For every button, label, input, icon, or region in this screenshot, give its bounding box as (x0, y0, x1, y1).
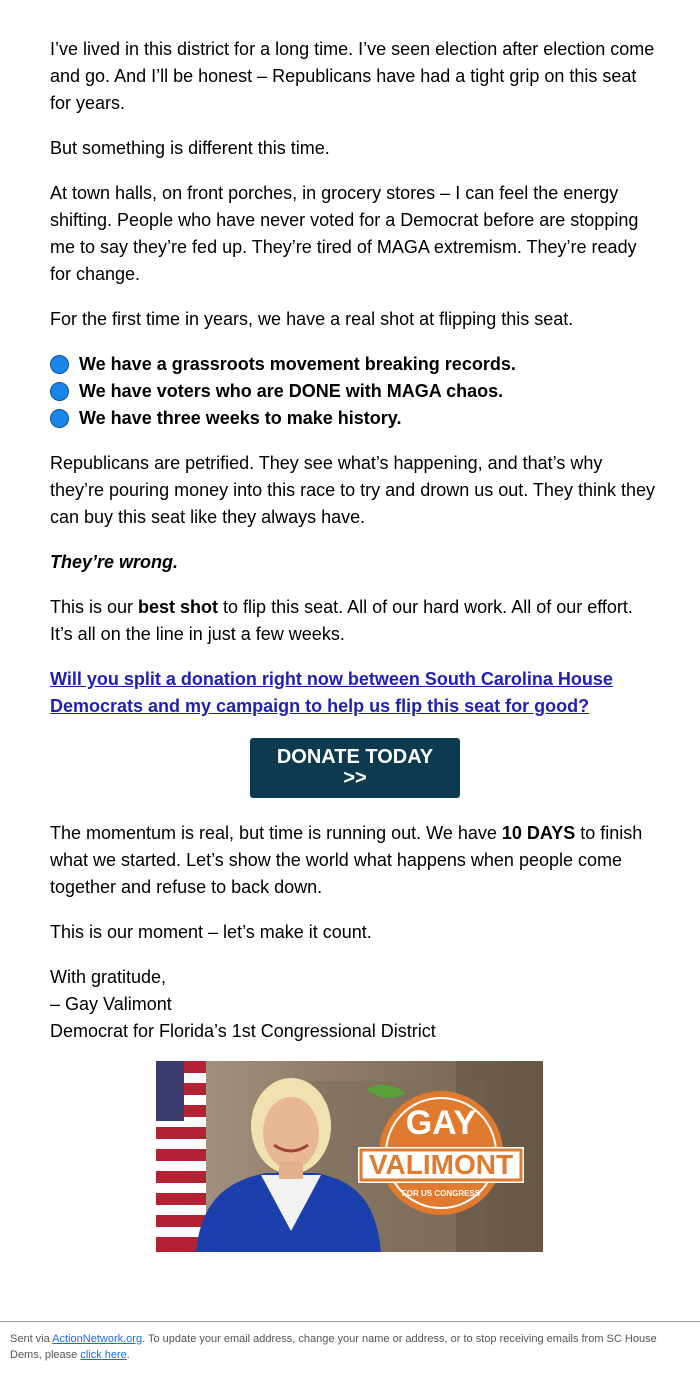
paragraph: This is our moment – let’s make it count. (50, 922, 372, 942)
emphasis-paragraph: They’re wrong. (50, 552, 179, 572)
bullet-item (50, 378, 660, 405)
paragraph: For the first time in years, we have a real shot at flipping this seat. (50, 309, 574, 329)
donate-button-label: DONATE TODAY (276, 746, 434, 768)
bullet-list (50, 351, 660, 432)
paragraph: I’ve lived in this district for a long time. I’ve seen election after election come and go. And I’ll be honest – Republicans have had a tight grip on this seat for years. (50, 39, 655, 113)
logo-tagline: FOR US CONGRESS (401, 1189, 481, 1198)
signoff (50, 964, 660, 1045)
paragraph: The momentum is real, but time is running out. We have 10 DAYS to finish what we started. Let’s show the world what happens when people come together and refuse to back down. (50, 823, 643, 897)
blue-circle-icon (50, 355, 69, 374)
paragraph: This is our best shot to flip this seat. All of our hard work. All of our effort. It’s all on the line in just a few weeks. (50, 597, 633, 644)
blue-circle-icon (50, 409, 69, 428)
actionnetwork-link[interactable]: ActionNetwork.org (52, 1333, 143, 1345)
flag-icon (156, 1061, 206, 1252)
footer: Sent via ActionNetwork.org. To update your email address, change your name or address, or to stop receiving emails from SC House Dems, please click here. (10, 1333, 657, 1361)
donation-link[interactable]: Will you split a donation right now between South Carolina House Democrats and my campaign to help us flip this seat for good? (50, 669, 613, 716)
bullet-text: We have voters who are DONE with MAGA chaos. (79, 381, 504, 401)
bullet-item (50, 351, 660, 378)
footer-divider (0, 1321, 700, 1322)
donate-button-arrows: >> (343, 767, 367, 789)
signoff-greeting: With gratitude, (50, 967, 167, 987)
paragraph: But something is different this time. (50, 138, 330, 158)
bullet-text: We have three weeks to make history. (79, 408, 402, 428)
unsubscribe-link[interactable]: click here (80, 1349, 127, 1361)
logo-name-first: GAY (405, 1104, 477, 1142)
campaign-logo (356, 1083, 526, 1223)
email-body (50, 36, 660, 1045)
bullet-text: We have a grassroots movement breaking records. (79, 354, 516, 374)
paragraph: Republicans are petrified. They see what’s happening, and that’s why they’re pouring money into this race to try and drown us out. They think they can buy this seat like they always have. (50, 453, 655, 527)
signoff-title: Democrat for Florida’s 1st Congressional District (50, 1021, 436, 1041)
paragraph: At town halls, on front porches, in grocery stores – I can feel the energy shifting. People who have never voted for a Democrat before are stopping me to say they’re fed up. They’re tired of MAGA extremism. They’re ready for change. (50, 183, 639, 284)
donate-button[interactable] (250, 738, 460, 798)
logo-name-last: VALIMONT (368, 1149, 514, 1180)
candidate-photo (156, 1061, 543, 1252)
signoff-name: – Gay Valimont (50, 994, 172, 1014)
blue-circle-icon (50, 382, 69, 401)
bullet-item (50, 405, 660, 432)
